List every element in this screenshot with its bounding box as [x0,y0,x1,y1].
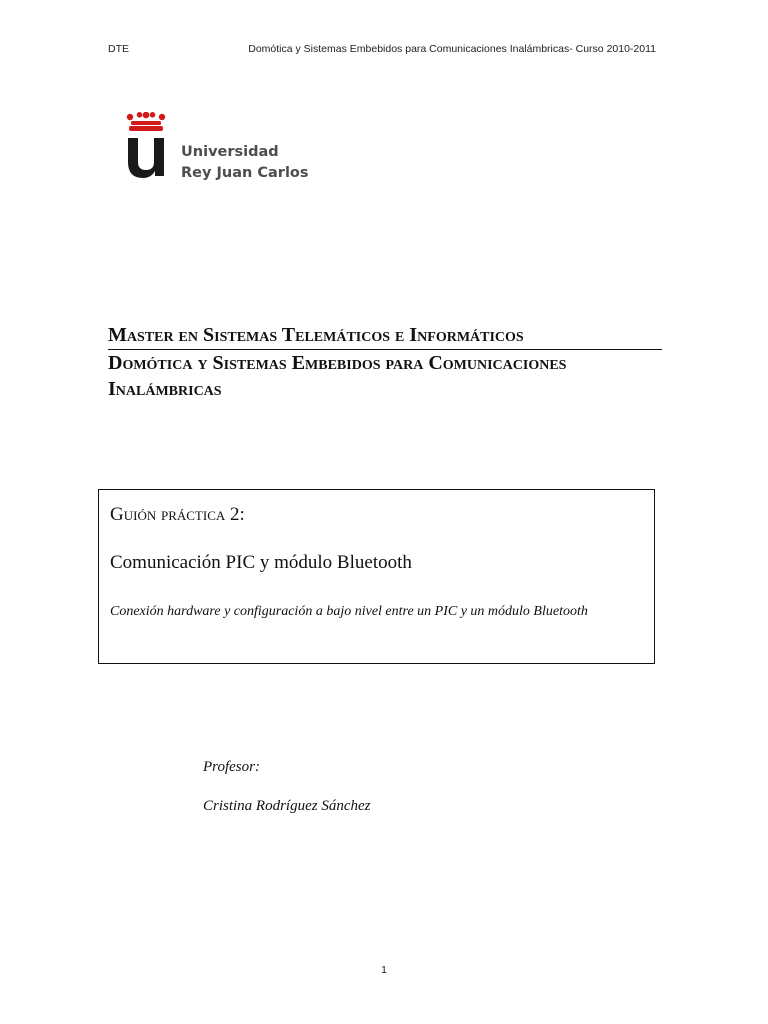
header-department: DTE [108,43,129,55]
guide-description: Conexión hardware y configuración a bajo nivel entre un PIC y un módulo Bluetooth [110,604,588,619]
document-title [108,322,662,402]
guide-label: Guión práctica 2: [110,504,245,525]
university-name [181,142,309,184]
course-title: Domótica y Sistemas Embebidos para Comunicaciones Inalámbricas [108,352,567,400]
university-name-line2: Rey Juan Carlos [181,165,309,181]
professor-name: Cristina Rodríguez Sánchez [203,798,371,814]
professor-label: Profesor: [203,759,260,775]
master-title: Master en Sistemas Telemáticos e Informáticos [108,322,662,350]
university-logo [124,112,334,182]
running-header [108,42,656,56]
university-name-line1: Universidad [181,144,279,160]
header-course-title: Domótica y Sistemas Embebidos para Comunicaciones Inalámbricas- Curso 2010-2011 [248,43,656,55]
urjc-crown-u-icon [124,112,168,182]
page-number: 1 [381,965,387,976]
practice-guide-box [98,489,655,664]
guide-title: Comunicación PIC y módulo Bluetooth [110,552,412,573]
